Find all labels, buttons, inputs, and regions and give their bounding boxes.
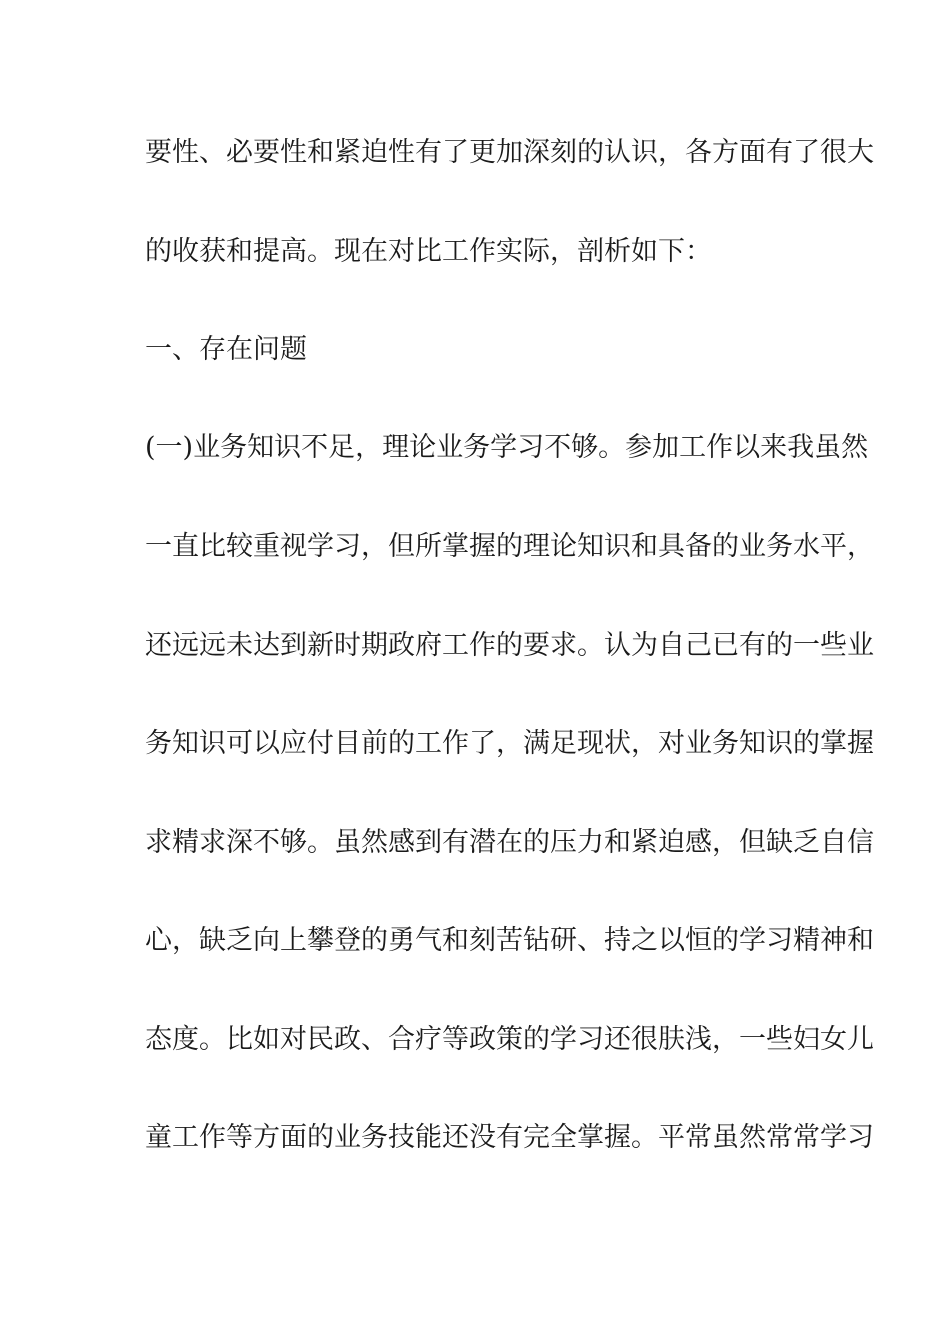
section-heading: 一、存在问题 [145, 334, 307, 365]
text-line-8: 求精求深不够。虽然感到有潜在的压力和紧迫感，但缺乏自信 [145, 827, 874, 858]
text-line-5: 一直比较重视学习，但所掌握的理论知识和具备的业务水平， [145, 531, 874, 562]
text-line-6: 还远远未达到新时期政府工作的要求。认为自己已有的一些业 [145, 630, 874, 661]
text-line-9: 心，缺乏向上攀登的勇气和刻苦钻研、持之以恒的学习精神和 [145, 925, 874, 956]
text-line-2: 的收获和提高。现在对比工作实际，剖析如下： [145, 236, 712, 267]
text-line-1: 要性、必要性和紧迫性有了更加深刻的认识，各方面有了很大 [145, 137, 874, 168]
text-line-4: (一)业务知识不足，理论业务学习不够。参加工作以来我虽然 [145, 432, 869, 463]
text-line-10: 态度。比如对民政、合疗等政策的学习还很肤浅，一些妇女儿 [145, 1024, 874, 1055]
text-line-11: 童工作等方面的业务技能还没有完全掌握。平常虽然常常学习 [145, 1122, 874, 1153]
text-line-7: 务知识可以应付目前的工作了，满足现状，对业务知识的掌握 [145, 728, 874, 759]
